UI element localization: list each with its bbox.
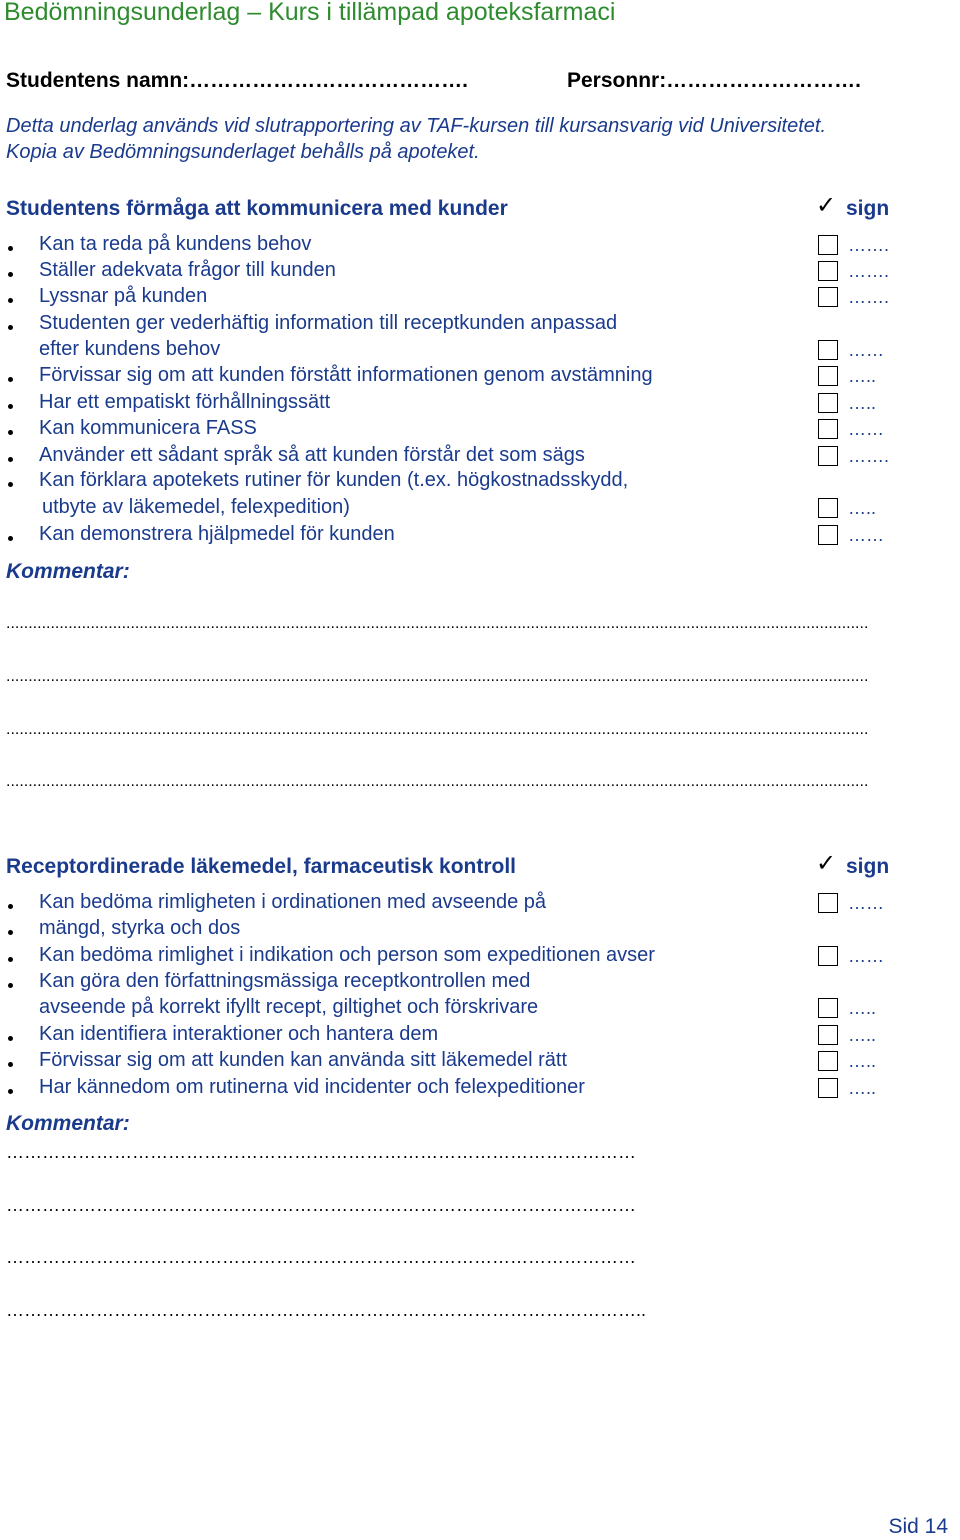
intro-line-1: Detta underlag används vid slutrapportering av TAF-kursen till kursansvarig vid Universitetet. <box>6 115 826 137</box>
checklist-item-label: Har ett empatiskt förhållningssätt <box>39 391 331 413</box>
bullet-icon <box>8 325 13 330</box>
sign-checkbox[interactable] <box>818 366 838 386</box>
intro-line-2: Kopia av Bedömningsunderlaget behålls på apoteket. <box>6 141 480 163</box>
signature-blank[interactable]: ……. <box>848 287 890 307</box>
sign-checkbox[interactable] <box>818 498 838 518</box>
sign-checkbox[interactable] <box>818 1025 838 1045</box>
bullet-icon <box>8 1036 13 1041</box>
signature-blank[interactable]: ….. <box>848 1025 877 1045</box>
bullet-icon <box>8 482 13 487</box>
checklist-item-label: Kan kommunicera FASS <box>39 417 257 439</box>
signature-blank[interactable]: ….. <box>848 366 877 386</box>
checkmark-icon: ✓ <box>816 192 837 219</box>
checklist-item-label: Förvissar sig om att kunden kan använda sitt läkemedel rätt <box>39 1049 568 1071</box>
sign-checkbox[interactable] <box>818 235 838 255</box>
sign-checkbox[interactable] <box>818 287 838 307</box>
checklist-item-label-continued: utbyte av läkemedel, felexpedition) <box>42 496 350 518</box>
bullet-icon <box>8 1062 13 1067</box>
checklist-item-label: Kan demonstrera hjälpmedel för kunden <box>39 523 395 545</box>
section2-comment-line[interactable]: …………………………………………………………………………………………….. <box>6 1300 647 1320</box>
section2-comment-label: Kommentar: <box>6 1112 130 1135</box>
checklist-item-label: Förvissar sig om att kunden förstått informationen genom avstämning <box>39 364 653 386</box>
sign-checkbox[interactable] <box>818 1051 838 1071</box>
sign-checkbox[interactable] <box>818 261 838 281</box>
bullet-icon <box>8 404 13 409</box>
section2-comment-line[interactable]: …………………………………………………………………………………………… <box>6 1142 636 1162</box>
signature-blank[interactable]: ……. <box>848 235 890 255</box>
personnr-field[interactable]: Personnr:………………………. <box>567 69 862 92</box>
checklist-item-label: Kan bedöma rimlighet i indikation och person som expeditionen avser <box>39 944 655 966</box>
checklist-item-label: mängd, styrka och dos <box>39 917 241 939</box>
checklist-item-label: Använder ett sådant språk så att kunden förstår det som sägs <box>39 444 585 466</box>
bullet-icon <box>8 272 13 277</box>
checklist-item-label: Kan förklara apotekets rutiner för kunden (t.ex. högkostnadsskydd, <box>39 469 629 491</box>
checklist-item-label: Studenten ger vederhäftig information till receptkunden anpassad <box>39 312 618 334</box>
signature-blank[interactable]: ……. <box>848 446 890 466</box>
signature-blank[interactable]: …… <box>848 525 884 545</box>
bullet-icon <box>8 246 13 251</box>
section1-comment-label: Kommentar: <box>6 560 130 583</box>
signature-blank[interactable]: …… <box>848 893 884 913</box>
signature-blank[interactable]: …… <box>848 419 884 439</box>
student-name-field[interactable]: Studentens namn:…………………………………. <box>6 69 469 92</box>
bullet-icon <box>8 430 13 435</box>
bullet-icon <box>8 377 13 382</box>
section2-comment-line[interactable]: …………………………………………………………………………………………… <box>6 1195 636 1215</box>
section1-heading: Studentens förmåga att kommunicera med kunder <box>6 197 508 220</box>
bullet-icon <box>8 930 13 935</box>
sign-checkbox[interactable] <box>818 446 838 466</box>
sign-checkbox[interactable] <box>818 340 838 360</box>
section1-comment-line[interactable]: .................................................................................................................................................................................................. <box>6 615 869 632</box>
bullet-icon <box>8 457 13 462</box>
section2-heading: Receptordinerade läkemedel, farmaceutisk kontroll <box>6 855 517 878</box>
checkmark-icon: ✓ <box>816 850 837 877</box>
sign-checkbox[interactable] <box>818 893 838 913</box>
signature-blank[interactable]: ….. <box>848 998 877 1018</box>
checklist-item-label: Kan göra den författningsmässiga receptkontrollen med <box>39 970 531 992</box>
sign-checkbox[interactable] <box>818 1078 838 1098</box>
section1-comment-line[interactable]: .................................................................................................................................................................................................. <box>6 668 869 685</box>
signature-blank[interactable]: ….. <box>848 393 877 413</box>
bullet-icon <box>8 904 13 909</box>
signature-blank[interactable]: …… <box>848 946 884 966</box>
checklist-item-label-continued: avseende på korrekt ifyllt recept, giltighet och förskrivare <box>39 996 539 1018</box>
document-title: Bedömningsunderlag – Kurs i tillämpad apoteksfarmaci <box>4 0 616 26</box>
section1-comment-line[interactable]: .................................................................................................................................................................................................. <box>6 721 869 738</box>
sign-checkbox[interactable] <box>818 419 838 439</box>
checklist-item-label: Kan identifiera interaktioner och hantera dem <box>39 1023 439 1045</box>
section2-sign-label: sign <box>846 855 890 878</box>
bullet-icon <box>8 1089 13 1094</box>
bullet-icon <box>8 957 13 962</box>
bullet-icon <box>8 298 13 303</box>
sign-checkbox[interactable] <box>818 998 838 1018</box>
bullet-icon <box>8 536 13 541</box>
checklist-item-label: Ställer adekvata frågor till kunden <box>39 259 336 281</box>
signature-blank[interactable]: ….. <box>848 1078 877 1098</box>
signature-blank[interactable]: …… <box>848 340 884 360</box>
checklist-item-label: Har kännedom om rutinerna vid incidenter och felexpeditioner <box>39 1076 585 1098</box>
bullet-icon <box>8 983 13 988</box>
checklist-item-label: Kan bedöma rimligheten i ordinationen med avseende på <box>39 891 547 913</box>
section1-sign-label: sign <box>846 197 890 220</box>
checklist-item-label-continued: efter kundens behov <box>39 338 221 360</box>
signature-blank[interactable]: ……. <box>848 261 890 281</box>
sign-checkbox[interactable] <box>818 525 838 545</box>
signature-blank[interactable]: ….. <box>848 1051 877 1071</box>
page-number: Sid 14 <box>888 1515 948 1538</box>
checklist-item-label: Kan ta reda på kundens behov <box>39 233 312 255</box>
checklist-item-label: Lyssnar på kunden <box>39 285 208 307</box>
signature-blank[interactable]: ….. <box>848 498 877 518</box>
section2-comment-line[interactable]: …………………………………………………………………………………………… <box>6 1247 636 1267</box>
sign-checkbox[interactable] <box>818 393 838 413</box>
sign-checkbox[interactable] <box>818 946 838 966</box>
section1-comment-line[interactable]: .................................................................................................................................................................................................. <box>6 773 869 790</box>
